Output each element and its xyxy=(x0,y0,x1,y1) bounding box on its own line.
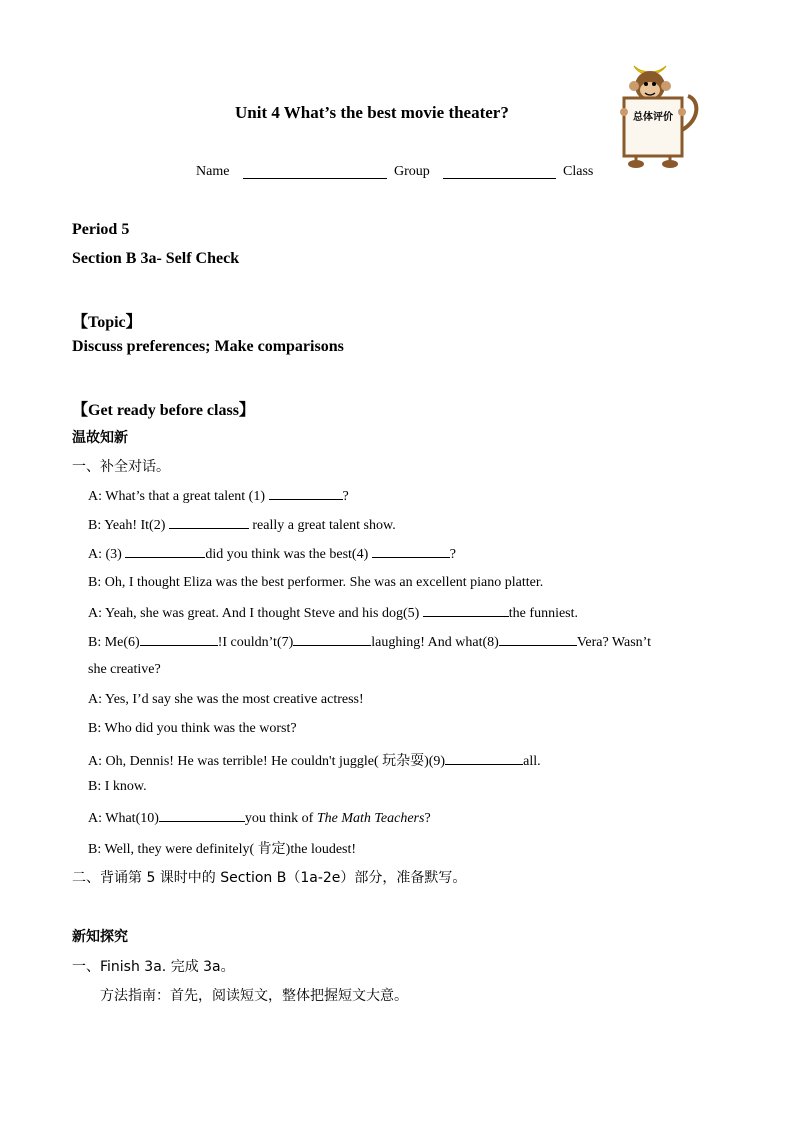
blank-5[interactable] xyxy=(423,604,509,617)
monkey-evaluation-icon xyxy=(612,60,700,172)
badge-text: 总体评价 xyxy=(633,112,673,123)
dialog-line-12: A: What(10) you think of The Math Teachers? xyxy=(88,811,431,826)
dialog-line-6: B: Me(6) !I couldn’t(7) laughing! And what(8) Vera? Wasn’t xyxy=(88,635,651,650)
task-1: 一、补全对话。 xyxy=(72,459,170,475)
section-label: Section B 3a- Self Check xyxy=(72,250,240,267)
dialog-line-3: A: (3) did you think was the best(4) ? xyxy=(88,547,456,562)
name-blank[interactable] xyxy=(243,166,387,179)
dialog-line-11: B: I know. xyxy=(88,779,147,794)
task-2: 二、背诵第 5 课时中的 Section B（1a-2e）部分，准备默写。 xyxy=(72,870,467,886)
blank-10[interactable] xyxy=(159,809,245,822)
dialog-line-2: B: Yeah! It(2) really a great talent show. xyxy=(88,518,396,533)
blank-9[interactable] xyxy=(445,752,523,765)
page-title: Unit 4 What’s the best movie theater? xyxy=(235,103,509,122)
topic-heading: 【Topic】 xyxy=(72,314,142,331)
topic-text: Discuss preferences; Make comparisons xyxy=(72,338,344,355)
blank-1[interactable] xyxy=(269,487,343,500)
group-label: Group xyxy=(394,164,430,179)
blank-3[interactable] xyxy=(125,545,205,558)
blank-7[interactable] xyxy=(293,633,371,646)
class-label: Class xyxy=(563,164,594,179)
dialog-line-9: B: Who did you think was the worst? xyxy=(88,721,297,736)
dialog-line-1: A: What’s that a great talent (1) ? xyxy=(88,489,349,504)
dialog-line-13: B: Well, they were definitely( 肯定)the loudest! xyxy=(88,842,357,857)
name-label: Name xyxy=(196,164,230,179)
method-guide: 方法指南：首先，阅读短文，整体把握短文大意。 xyxy=(100,988,408,1004)
dialog-line-4: B: Oh, I thought Eliza was the best performer. She was an excellent piano platter. xyxy=(88,575,544,590)
blank-6[interactable] xyxy=(140,633,218,646)
blank-4[interactable] xyxy=(372,545,450,558)
dialog-line-8: A: Yes, I’d say she was the most creative actress! xyxy=(88,692,364,707)
ready-heading: 【Get ready before class】 xyxy=(72,402,255,419)
blank-8[interactable] xyxy=(499,633,577,646)
dialog-line-7: she creative? xyxy=(88,662,161,677)
review-heading: 温故知新 xyxy=(72,430,128,446)
group-blank[interactable] xyxy=(443,166,556,179)
dialog-line-5: A: Yeah, she was great. And I thought Steve and his dog(5) the funniest. xyxy=(88,606,579,621)
dialog-line-10: A: Oh, Dennis! He was terrible! He couldn't juggle( 玩杂耍)(9) all. xyxy=(88,754,541,769)
explore-heading: 新知探究 xyxy=(72,929,128,945)
blank-2[interactable] xyxy=(169,516,249,529)
task-3: 一、Finish 3a. 完成 3a。 xyxy=(72,959,235,975)
period-label: Period 5 xyxy=(72,221,130,238)
